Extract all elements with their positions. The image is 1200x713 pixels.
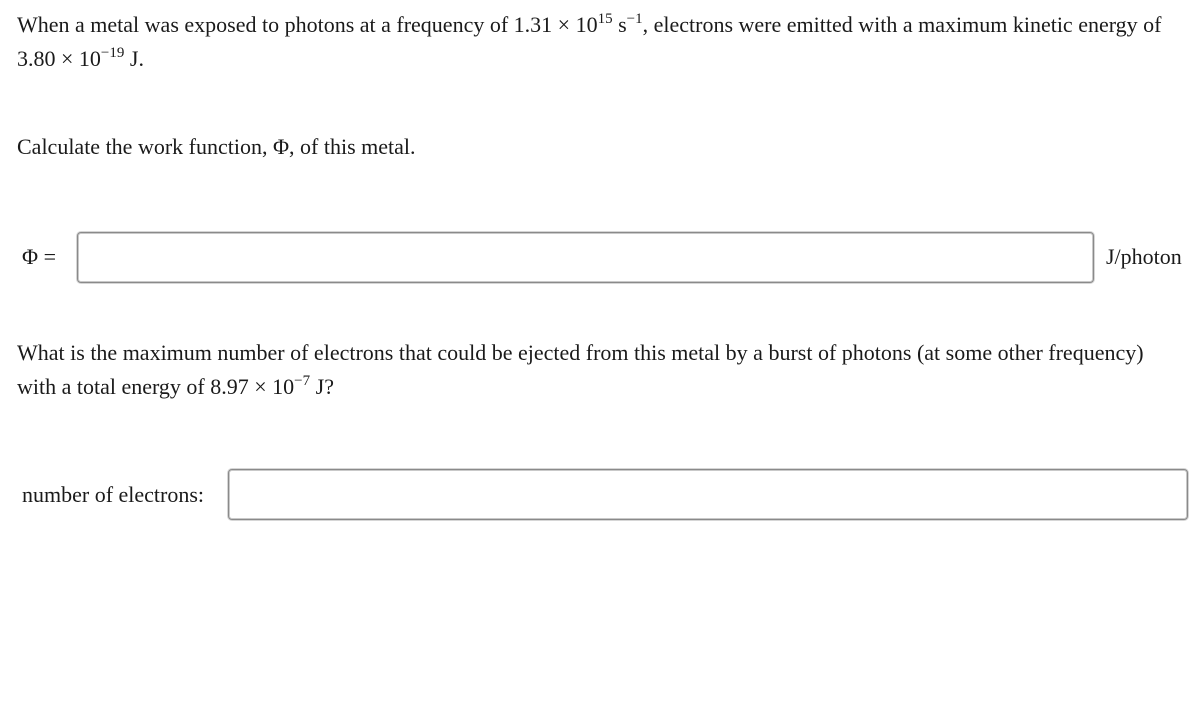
question-intro-part: J.: [124, 46, 144, 71]
energy-exponent: −19: [100, 44, 125, 61]
question-intro-text: [17, 8, 1187, 76]
max-electrons-prompt-part: J?: [310, 374, 334, 399]
electrons-input[interactable]: [228, 469, 1188, 520]
question-intro-part: , electrons were emitted with a maximum kinetic energy of 3.80 × 10: [17, 12, 1162, 71]
work-function-input[interactable]: [77, 232, 1094, 283]
max-electrons-prompt-part: What is the maximum number of electrons that could be ejected from this metal by a burst of photons (at some other frequency) with a total energy of 8.97 × 10: [17, 340, 1144, 399]
phi-label: Φ =: [22, 244, 56, 269]
max-electrons-prompt: [17, 336, 1177, 404]
question-intro-part: s: [612, 12, 627, 37]
frequency-exponent: 15: [597, 10, 613, 27]
unit-label: J/photon: [1106, 244, 1182, 269]
work-function-prompt: Calculate the work function, Φ, of this metal.: [17, 134, 416, 159]
electrons-label: number of electrons:: [22, 482, 205, 507]
question-intro-part: When a metal was exposed to photons at a frequency of 1.31 × 10: [17, 12, 598, 37]
total-energy-exponent: −7: [294, 372, 311, 389]
unit-exponent: −1: [626, 10, 643, 27]
